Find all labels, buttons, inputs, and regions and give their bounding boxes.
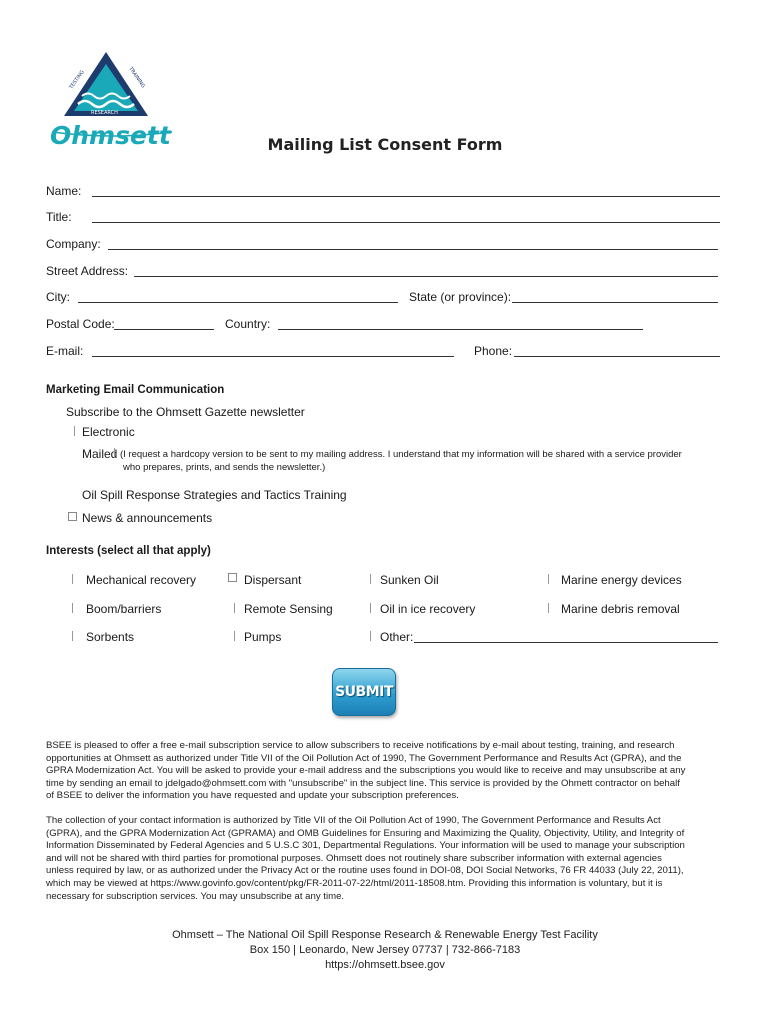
footer-line2: Box 150 | Leonardo, New Jersey 07737 | 732-866-7183 [249, 944, 521, 956]
remote-sensing-checkbox[interactable] [234, 603, 243, 613]
paragraph-line: which may be viewed at https://www.govinfo.gov/content/pkg/FR-2011-07-22/html/2011-18508.htm. Providing this information is voluntary, but it is [46, 877, 663, 889]
footer [0, 928, 770, 973]
company-field[interactable] [108, 249, 718, 250]
boom-barriers-label: Boom/barriers [86, 602, 162, 616]
sorbents-checkbox[interactable] [72, 631, 81, 641]
footer-line1: Ohmsett – The National Oil Spill Response Research & Renewable Energy Test Facility [172, 929, 598, 941]
logo-wordmark: Ohmsett [50, 121, 171, 150]
sunken-oil-label: Sunken Oil [380, 573, 439, 587]
oil-in-ice-recovery-checkbox[interactable] [370, 603, 379, 613]
paragraph-line: of BSEE to deliver the information you have requested and update your subscription preferences. [46, 790, 459, 802]
training-label: Oil Spill Response Strategies and Tactics Training [82, 488, 347, 502]
postal-code-field[interactable] [114, 329, 214, 330]
interests-heading: Interests (select all that apply) [46, 545, 211, 557]
marketing-heading: Marketing Email Communication [46, 384, 225, 396]
paragraph-line: Information Disseminated by Federal Agencies and 5 U.S.C 301, Departmental Regulations. Your information will be used to manage your subscription [46, 840, 685, 852]
paragraph-line: GPRA Modernization Act. You will be asked to provide your e-mail address and the subscriptions you would like to receive and may unsubscribe at any [46, 765, 686, 777]
news-checkbox[interactable] [68, 512, 77, 521]
pumps-label: Pumps [244, 630, 282, 644]
logo-arc-right: TRAINING [127, 66, 147, 90]
state-label: State (or province): [409, 290, 512, 304]
title-label: Title: [46, 210, 72, 224]
title-field[interactable] [92, 222, 720, 223]
city-field[interactable] [78, 302, 398, 303]
logo-banner-text: RESEARCH [91, 110, 118, 116]
form-title: Mailing List Consent Form [267, 135, 503, 154]
other-field[interactable] [414, 642, 718, 643]
mailed-note-line2: who prepares, prints, and sends the newsletter.) [123, 462, 326, 473]
oil-in-ice-recovery-label: Oil in ice recovery [380, 602, 476, 616]
paragraph-line: The collection of your contact information is authorized by Title VII of the Oil Pollution Act of 1990, The Government Performance and Results Act [46, 815, 661, 826]
other-checkbox[interactable] [370, 631, 379, 641]
state-field[interactable] [512, 302, 718, 303]
gazette-label: Subscribe to the Ohmsett Gazette newsletter [66, 405, 305, 419]
boom-barriers-checkbox[interactable] [72, 603, 81, 613]
company-label: Company: [46, 237, 101, 251]
country-field[interactable] [278, 329, 643, 330]
marine-energy-devices-label: Marine energy devices [561, 573, 682, 587]
marine-energy-devices-checkbox[interactable] [548, 574, 557, 584]
submit-button[interactable]: SUBMIT [332, 668, 396, 716]
street-address-field[interactable] [134, 276, 718, 277]
paragraph-line: time by sending an email to jdelgado@ohmsett.com with "unsubscribe" in the subject line. This service is provided by the Ohmett contractor on behalf [46, 777, 680, 789]
marine-debris-removal-label: Marine debris removal [561, 602, 680, 616]
dispersant-checkbox[interactable] [228, 573, 237, 582]
privacy-paragraph [46, 815, 726, 903]
name-field[interactable] [92, 196, 720, 197]
marine-debris-removal-checkbox[interactable] [548, 603, 557, 613]
pumps-checkbox[interactable] [234, 631, 243, 641]
mailed-label: Mailed [82, 447, 118, 461]
subscription-paragraph [46, 740, 726, 803]
postal-code-label: Postal Code: [46, 317, 115, 331]
electronic-label: Electronic [82, 425, 135, 439]
street-address-label: Street Address: [46, 264, 129, 278]
logo-arc-left: TESTING [68, 69, 86, 91]
sunken-oil-checkbox[interactable] [370, 574, 379, 584]
mailed-note-line1: (I request a hardcopy version to be sent to my mailing address. I understand that my information will be shared with a service provider [120, 449, 682, 460]
footer-url: https://ohmsett.bsee.gov [325, 959, 445, 971]
mechanical-recovery-label: Mechanical recovery [86, 573, 197, 587]
paragraph-line: opportunities at Ohmsett as authorized under Title VII of the Oil Pollution Act of 1990, The Government Performance and Results Act (GPRA), and the [46, 752, 682, 764]
sorbents-label: Sorbents [86, 630, 135, 644]
news-label: News & announcements [82, 511, 213, 525]
phone-field[interactable] [514, 356, 720, 357]
name-label: Name: [46, 184, 82, 198]
paragraph-line: BSEE is pleased to offer a free e-mail subscription service to allow subscribers to receive notifications by e-mail about testing, training, and research [46, 740, 675, 751]
country-label: Country: [225, 317, 271, 331]
paragraph-line: necessary for subscription services. You may unsubscribe at any time. [46, 890, 345, 902]
email-label: E-mail: [46, 344, 84, 358]
paragraph-line: unless required by law, or as authorized under the Privacy Act or the routine uses found in DOI-08, DOI Social Networks, 76 FR 44033 (July 22, 2011), [46, 865, 684, 877]
dispersant-label: Dispersant [244, 573, 302, 587]
phone-label: Phone: [474, 344, 513, 358]
paragraph-line: and will not be shared with third parties for promotional purposes. Ohmsett does not routinely share subscriber information with external agencies [46, 852, 662, 864]
mechanical-recovery-checkbox[interactable] [72, 574, 81, 584]
city-label: City: [46, 290, 70, 304]
remote-sensing-label: Remote Sensing [244, 602, 333, 616]
other-label: Other: [380, 630, 414, 644]
paragraph-line: (GPRA), and the GPRA Modernization Act (GPRAMA) and OMB Guidelines for Ensuring and Maximizing the Quality, Objectivity, Utility, and Integrity of [46, 827, 685, 839]
email-field[interactable] [92, 356, 454, 357]
